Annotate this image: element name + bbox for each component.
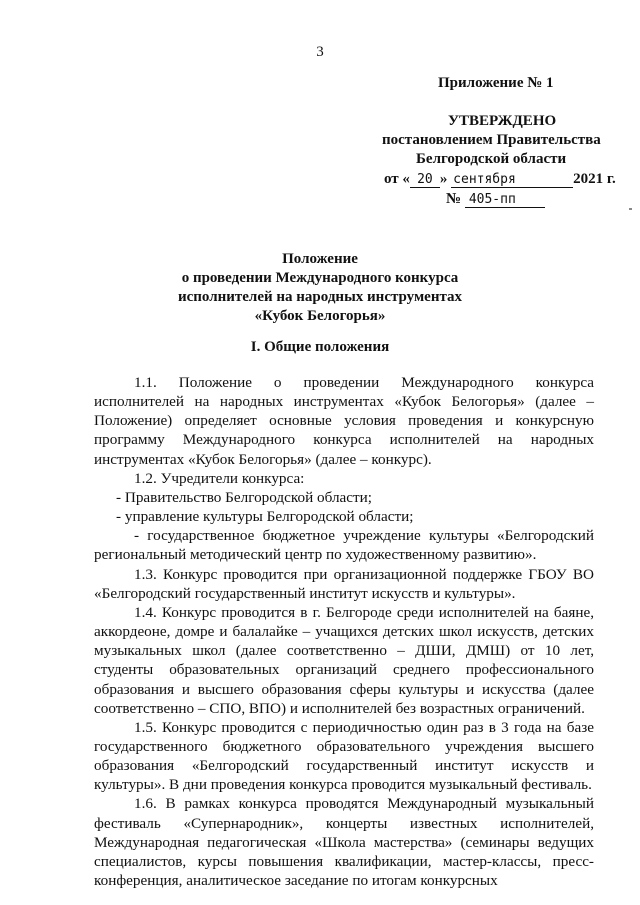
paragraph-1-3: 1.3. Конкурс проводится при организационной поддержке ГБОУ ВО «Белгородский государственный институт искусств и культуры».	[94, 565, 594, 602]
scan-artifact	[629, 208, 632, 210]
paragraph-1-5: 1.5. Конкурс проводится с периодичностью один раз в 3 года на базе государственного бюджетного образовательного учреждения высшего образования «Белгородский государственный институт искусств и культуры». В дни проведения конкурса проводится музыкальный фестиваль.	[94, 718, 594, 794]
number-prefix: №	[446, 191, 462, 207]
list-item-founder-3: - государственное бюджетное учреждение культуры «Белгородский региональный методический центр по художественному развитию».	[94, 527, 594, 564]
title-line-2: о проведении Международного конкурса	[181, 270, 459, 286]
approval-by: постановлением Правительства	[382, 132, 601, 148]
section-heading: I. Общие положения	[250, 339, 390, 355]
approval-government: Белгородской области	[416, 151, 567, 167]
date-year: 2021 г.	[573, 171, 616, 187]
date-day: 20	[410, 172, 440, 188]
paragraph-1-2: 1.2. Учредители конкурса:	[134, 469, 305, 487]
list-item-founder-1: - Правительство Белгородской области;	[116, 488, 372, 506]
body-text	[94, 373, 594, 890]
list-item-founder-2: - управление культуры Белгородской области;	[116, 508, 414, 526]
approval-stamp: УТВЕРЖДЕНО	[448, 113, 557, 129]
approval-number	[446, 190, 545, 209]
title-line-1: Положение	[282, 251, 358, 267]
document-title	[0, 250, 640, 326]
page-number: 3	[316, 44, 324, 60]
approval-date	[384, 170, 616, 189]
number-value: 405-пп	[465, 192, 545, 208]
paragraph-1-4: 1.4. Конкурс проводится в г. Белгороде среди исполнителей на баяне, аккордеоне, домре и балалайке – учащихся детских школ искусств, детских музыкальных школ (далее соответственно – ДШИ, ДМШ) от 10 лет, студенты образовательных организаций среднего профессионального образования и высшего образования сферы культуры и искусства (далее соответственно – СПО, ВПО) и исполнителей без возрастных ограничений.	[94, 603, 594, 717]
title-line-3: исполнителей на народных инструментах	[177, 289, 463, 305]
date-mid: »	[439, 171, 448, 187]
date-month: сентября	[451, 172, 573, 188]
appendix-label: Приложение № 1	[438, 75, 554, 91]
paragraph-1-1: 1.1. Положение о проведении Международного конкурса исполнителей на народных инструментах «Кубок Белогорья» (далее – Положение) определяет основные условия проведения и конкурсную программу Международного конкурса исполнителей на народных инструментах «Кубок Белогорья» (далее – конкурс).	[94, 374, 594, 468]
title-line-4: «Кубок Белогорья»	[254, 308, 386, 324]
date-prefix: от «	[384, 171, 410, 187]
paragraph-1-6: 1.6. В рамках конкурса проводятся Международный музыкальный фестиваль «Супернародник», концерты известных исполнителей, Международная педагогическая «Школа мастерства» (семинары ведущих специалистов, курсы повышения квалификации, мастер-классы, пресс-конференция, аналитическое заседание по итогам конкурсных	[94, 795, 594, 890]
